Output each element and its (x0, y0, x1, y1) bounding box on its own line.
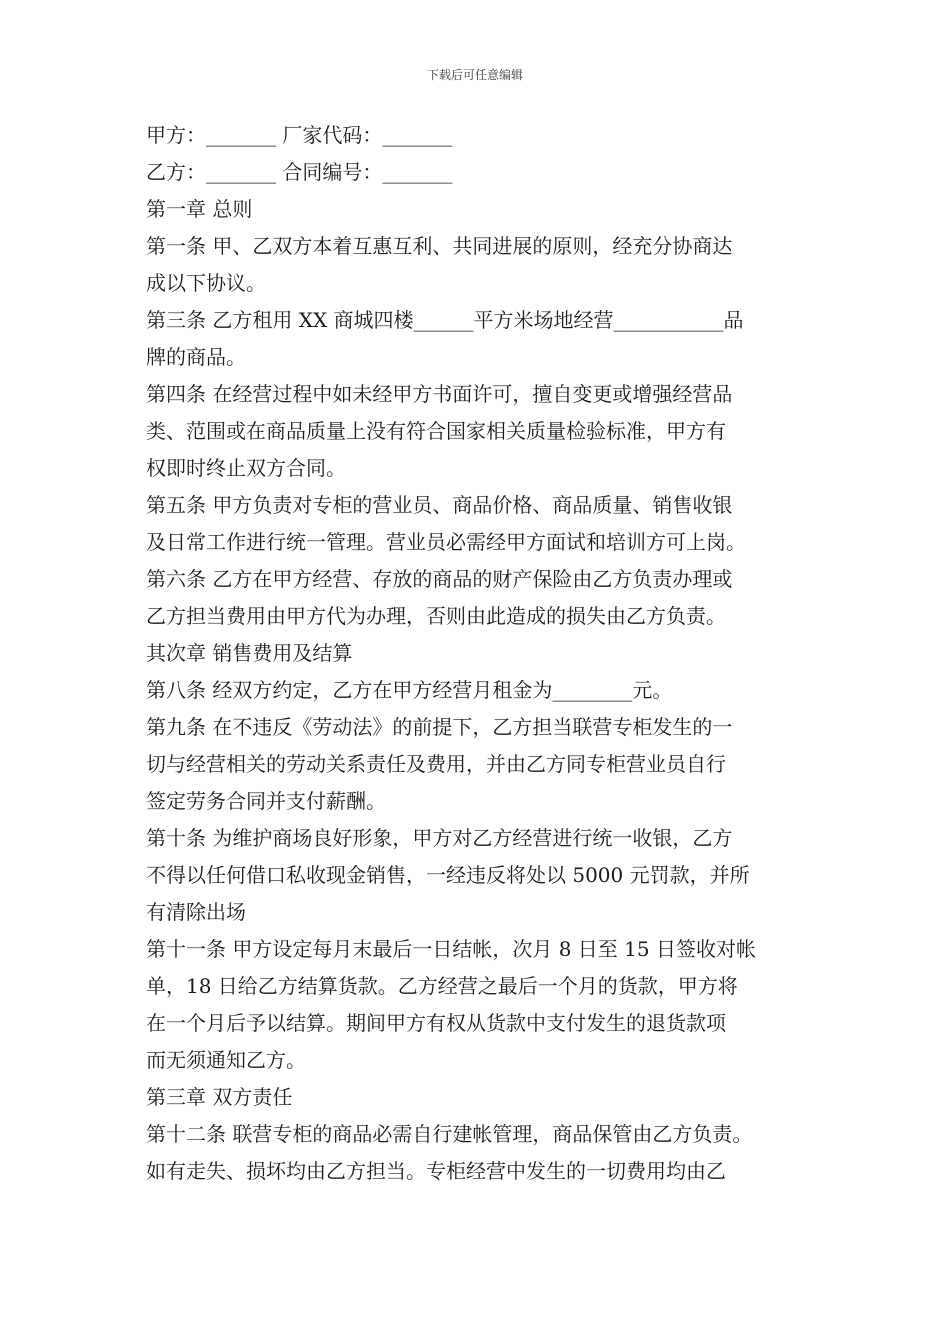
text-line: 牌的商品。 (146, 345, 246, 369)
text-line: 乙方担当费用由甲方代为办理，否则由此造成的损失由乙方负责。 (146, 604, 726, 628)
text-line: 不得以任何借口私收现金销售，一经违反将处以 5000 元罚款，并所 (146, 863, 750, 887)
text-line: 第十一条 甲方设定每月末最后一日结帐，次月 8 日至 15 日签收对帐 (146, 937, 756, 961)
text-line: 第六条 乙方在甲方经营、存放的商品的财产保险由乙方负责办理或 (146, 567, 733, 591)
text-line: 第十条 为维护商场良好形象，甲方对乙方经营进行统一收银，乙方 (146, 826, 733, 850)
party-b-line: 乙方：_______ 合同编号：_______ (146, 160, 453, 184)
chapter-heading: 第一章 总则 (146, 197, 253, 221)
text-line: 第十二条 联营专柜的商品必需自行建帐管理，商品保管由乙方负责。 (146, 1122, 753, 1146)
text-line: 如有走失、损坏均由乙方担当。专柜经营中发生的一切费用均由乙 (146, 1159, 726, 1183)
text-line: 第八条 经双方约定，乙方在甲方经营月租金为________元。 (146, 678, 673, 702)
text-line: 第三条 乙方租用 XX 商城四楼______平方米场地经营___________品 (146, 308, 744, 332)
text-line: 第五条 甲方负责对专柜的营业员、商品价格、商品质量、销售收银 (146, 493, 733, 517)
text-line: 权即时终止双方合同。 (146, 456, 346, 480)
text-line: 第一条 甲、乙双方本着互惠互利、共同进展的原则，经充分协商达 (146, 234, 733, 258)
text-line: 单，18 日给乙方结算货款。乙方经营之最后一个月的货款，甲方将 (146, 974, 738, 998)
text-line: 切与经营相关的劳动关系责任及费用，并由乙方同专柜营业员自行 (146, 752, 726, 776)
party-a-line: 甲方：_______ 厂家代码：_______ (146, 123, 453, 147)
text-line: 成以下协议。 (146, 271, 266, 295)
text-line: 有清除出场 (146, 900, 246, 924)
text-line: 类、范围或在商品质量上没有符合国家相关质量检验标准，甲方有 (146, 419, 726, 443)
text-line: 第九条 在不违反《劳动法》的前提下，乙方担当联营专柜发生的一 (146, 715, 733, 739)
text-line: 签定劳务合同并支付薪酬。 (146, 789, 386, 813)
chapter-heading: 其次章 销售费用及结算 (146, 641, 353, 665)
text-line: 及日常工作进行统一管理。营业员必需经甲方面试和培训方可上岗。 (146, 530, 746, 554)
text-line: 而无须通知乙方。 (146, 1048, 306, 1072)
text-line: 在一个月后予以结算。期间甲方有权从货款中支付发生的退货款项 (146, 1011, 726, 1035)
contract-body (146, 117, 836, 1190)
chapter-heading: 第三章 双方责任 (146, 1085, 293, 1109)
header-note: 下载后可任意编辑 (426, 68, 523, 82)
text-line: 第四条 在经营过程中如未经甲方书面许可，擅自变更或增强经营品 (146, 382, 733, 406)
